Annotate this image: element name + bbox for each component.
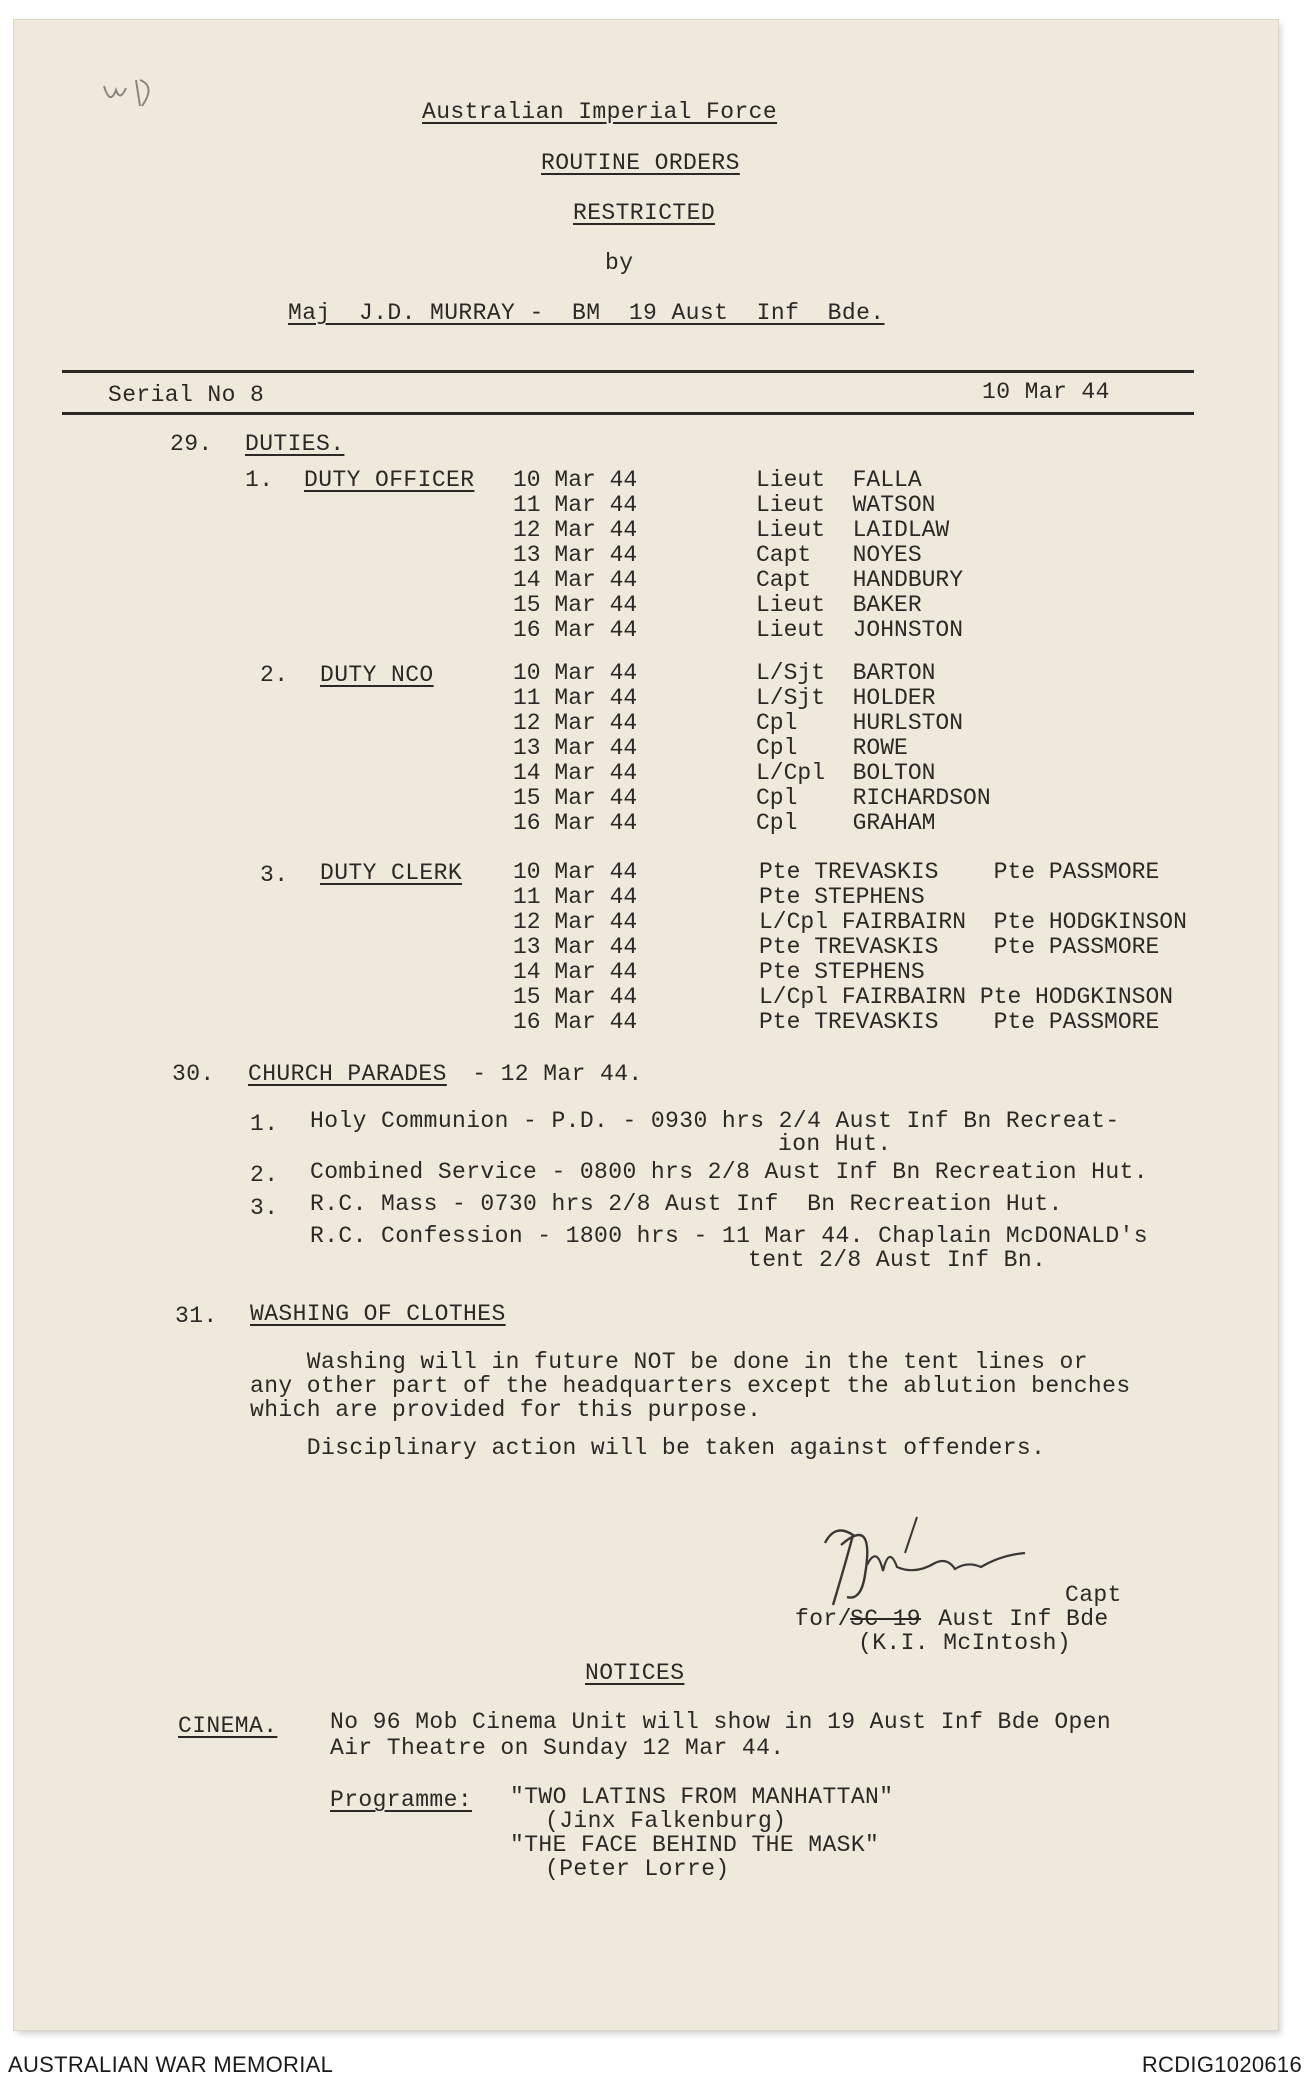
duty-date: 16 Mar 44 [513, 810, 638, 836]
film-star: (Jinx Falkenburg) [545, 1808, 787, 1834]
duty-name: Cpl ROWE [756, 735, 908, 761]
notices-title: NOTICES [585, 1660, 685, 1686]
duty-name: L/Cpl FAIRBAIRN Pte HODGKINSON [759, 909, 1187, 935]
church-item-text: Holy Communion - P.D. - 0930 hrs 2/4 Aust Inf Bn Recreat- [310, 1108, 1120, 1134]
cinema-line: No 96 Mob Cinema Unit will show in 19 Aust Inf Bde Open [330, 1709, 1112, 1735]
film-title: "THE FACE BEHIND THE MASK" [510, 1832, 880, 1858]
church-item-text: R.C. Mass - 0730 hrs 2/8 Aust Inf Bn Recreation Hut. [310, 1191, 1063, 1217]
film-title: "TWO LATINS FROM MANHATTAN" [510, 1784, 894, 1810]
section-31-number: 31. [175, 1303, 218, 1329]
church-confession-cont: tent 2/8 Aust Inf Bn. [748, 1247, 1047, 1273]
header-routine-orders: ROUTINE ORDERS [541, 150, 740, 176]
duty-date: 14 Mar 44 [513, 959, 638, 985]
church-item-text: Combined Service - 0800 hrs 2/8 Aust Inf Bn Recreation Hut. [310, 1159, 1148, 1185]
duty-name: L/Sjt HOLDER [756, 685, 936, 711]
duty-name: Lieut BAKER [756, 592, 922, 618]
duty-name: L/Cpl FAIRBAIRN Pte HODGKINSON [759, 984, 1174, 1010]
washing-para-line: Washing will in future NOT be done in the tent lines or [250, 1349, 1088, 1375]
top-rule [62, 370, 1194, 373]
signature-rank: Capt [1065, 1582, 1122, 1608]
signature-struck-text: SC 19 [850, 1606, 922, 1632]
duty-group-number: 1. [245, 467, 274, 493]
section-30-number: 30. [172, 1061, 215, 1087]
duty-group-title: DUTY CLERK [320, 860, 463, 886]
duty-date: 13 Mar 44 [513, 735, 638, 761]
duty-group-title: DUTY OFFICER [304, 467, 475, 493]
serial-date: 10 Mar 44 [982, 379, 1110, 405]
duty-date: 13 Mar 44 [513, 542, 638, 568]
header-title: Australian Imperial Force [422, 99, 778, 125]
duty-date: 13 Mar 44 [513, 934, 638, 960]
duty-name: Cpl RICHARDSON [756, 785, 991, 811]
duty-name: Cpl HURLSTON [756, 710, 964, 736]
duty-name: Lieut FALLA [756, 467, 922, 493]
programme-label: Programme: [330, 1787, 473, 1813]
duty-name: Cpl GRAHAM [756, 810, 936, 836]
duty-group-title: DUTY NCO [320, 662, 434, 688]
section-30-title: CHURCH PARADES [248, 1061, 447, 1087]
church-item-number: 3. [250, 1195, 279, 1221]
handwritten-mark [96, 66, 176, 126]
section-31-title: WASHING OF CLOTHES [250, 1301, 506, 1327]
washing-para-line: any other part of the headquarters except the ablution benches [250, 1373, 1131, 1399]
duty-name: Pte TREVASKIS Pte PASSMORE [759, 1009, 1160, 1035]
duty-date: 16 Mar 44 [513, 1009, 638, 1035]
duty-name: Capt HANDBURY [756, 567, 964, 593]
duty-name: Capt NOYES [756, 542, 922, 568]
duty-date: 10 Mar 44 [513, 859, 638, 885]
duty-group-number: 3. [260, 862, 289, 888]
duty-name: Lieut LAIDLAW [756, 517, 950, 543]
duty-group-number: 2. [260, 662, 289, 688]
church-item-number: 1. [250, 1111, 279, 1137]
film-star: (Peter Lorre) [545, 1856, 730, 1882]
duty-name: Pte STEPHENS [759, 959, 925, 985]
duty-date: 15 Mar 44 [513, 984, 638, 1010]
section-30-title-suffix: - 12 Mar 44. [458, 1061, 643, 1087]
duty-date: 12 Mar 44 [513, 909, 638, 935]
signature-unit: Aust Inf Bde [924, 1606, 1109, 1632]
washing-para-line: which are provided for this purpose. [250, 1397, 762, 1423]
duty-name: Lieut WATSON [756, 492, 936, 518]
duty-date: 11 Mar 44 [513, 685, 638, 711]
duty-date: 11 Mar 44 [513, 884, 638, 910]
duty-name: L/Cpl BOLTON [756, 760, 936, 786]
header-restricted: RESTRICTED [573, 200, 716, 226]
duty-date: 11 Mar 44 [513, 492, 638, 518]
duty-name: Pte TREVASKIS Pte PASSMORE [759, 859, 1160, 885]
church-item-number: 2. [250, 1162, 279, 1188]
header-issuer: Maj J.D. MURRAY - BM 19 Aust Inf Bde. [288, 300, 885, 326]
section-29-title: DUTIES. [245, 431, 345, 457]
serial-number: Serial No 8 [108, 382, 265, 408]
duty-date: 16 Mar 44 [513, 617, 638, 643]
header-by: by [605, 250, 634, 276]
duty-name: Pte TREVASKIS Pte PASSMORE [759, 934, 1160, 960]
signature-scribble [805, 1505, 1055, 1620]
bottom-rule [62, 412, 1194, 415]
duty-date: 14 Mar 44 [513, 760, 638, 786]
duty-date: 10 Mar 44 [513, 660, 638, 686]
duty-date: 12 Mar 44 [513, 517, 638, 543]
cinema-label: CINEMA. [178, 1713, 278, 1739]
signature-for: for/ [795, 1606, 852, 1632]
duty-name: Lieut JOHNSTON [756, 617, 964, 643]
duty-name: L/Sjt BARTON [756, 660, 936, 686]
duty-date: 15 Mar 44 [513, 592, 638, 618]
washing-para-2: Disciplinary action will be taken against offenders. [250, 1435, 1046, 1461]
footer-id: RCDIG1020616 [1141, 2052, 1302, 2077]
church-item-cont: ion Hut. [778, 1131, 892, 1157]
duty-date: 15 Mar 44 [513, 785, 638, 811]
footer-source: AUSTRALIAN WAR MEMORIAL [8, 2052, 334, 2077]
duty-name: Pte STEPHENS [759, 884, 925, 910]
duty-date: 14 Mar 44 [513, 567, 638, 593]
section-29-number: 29. [170, 431, 213, 457]
duty-date: 12 Mar 44 [513, 710, 638, 736]
cinema-line: Air Theatre on Sunday 12 Mar 44. [330, 1735, 785, 1761]
signature-name: (K.I. McIntosh) [858, 1630, 1072, 1656]
church-confession: R.C. Confession - 1800 hrs - 11 Mar 44. Chaplain McDONALD's [310, 1223, 1148, 1249]
duty-date: 10 Mar 44 [513, 467, 638, 493]
